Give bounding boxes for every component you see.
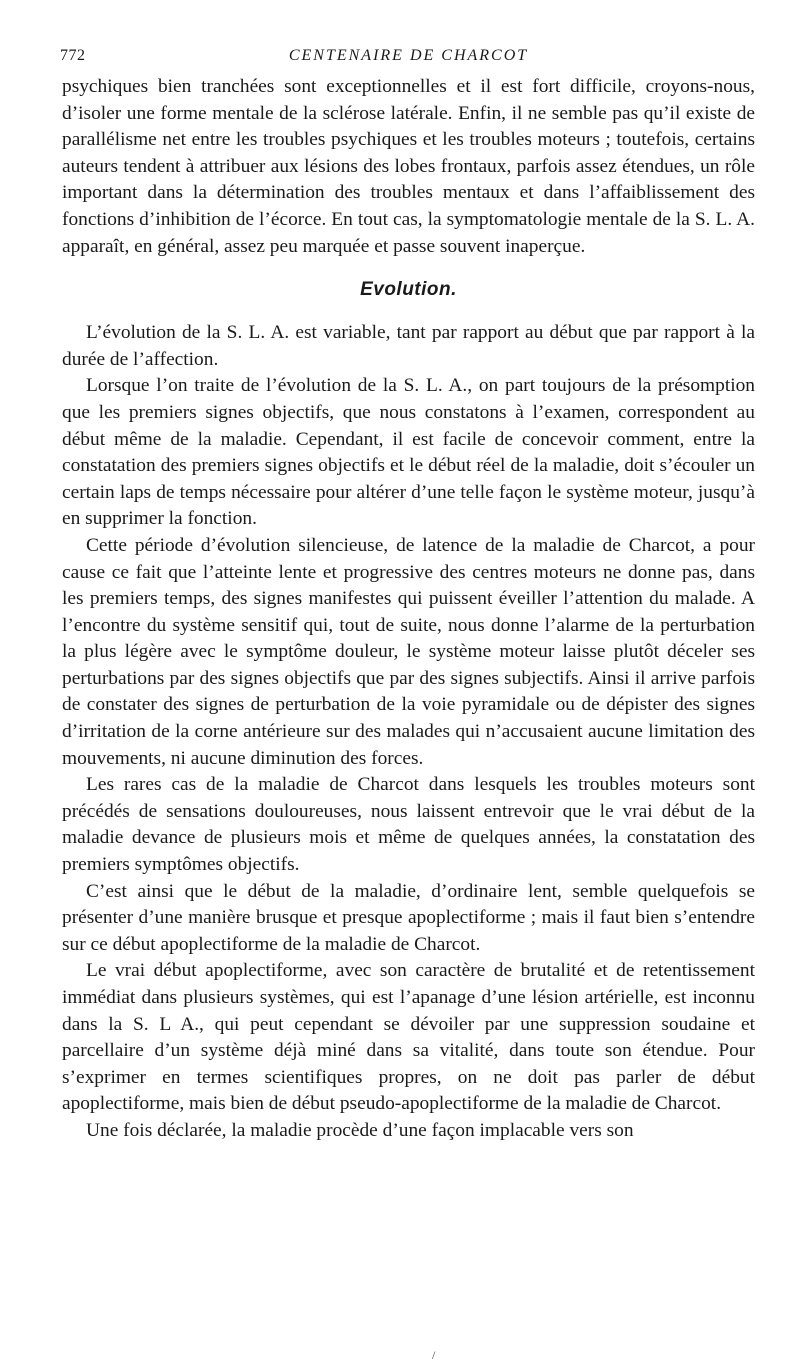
- paragraph: Le vrai début apoplectiforme, avec son caractère de brutalité et de retentissement immédiat dans plusieurs systèmes, qui est l’apanage d’une lésion artérielle, est inconnu dans la S. L A., qui peut cependant se dévoiler par une suppression soudaine et parcellaire d’un système déjà miné dans sa vitalité, dans toute son étendue. Pour s’exprimer en termes scientifiques propres, on ne doit pas parler de début apoplectiforme, mais bien de début pseudo-apoplectiforme de la maladie de Charcot.: [62, 960, 755, 1115]
- book-page: [62, 40, 755, 1145]
- page-number: 772: [60, 47, 86, 64]
- running-title: CENTENAIRE DE CHARCOT: [288, 47, 529, 64]
- paragraph: C’est ainsi que le début de la maladie, d’ordinaire lent, semble quelquefois se présenter d’une manière brusque et presque apoplectiforme ; mais il faut bien s’entendre sur ce début apoplectiforme de la maladie de Charcot.: [62, 880, 755, 955]
- paragraph: L’évolution de la S. L. A. est variable, tant par rapport au début que par rapport à la durée de l’affection.: [62, 322, 755, 370]
- running-head: [62, 40, 755, 74]
- section-heading: Evolution.: [360, 279, 457, 301]
- paragraph: Cette période d’évolution silencieuse, de latence de la maladie de Charcot, a pour cause ce fait que l’atteinte lente et progressive des centres moteurs ne donne pas, dans les premiers temps, des signes manifestes qui puissent éveiller l’attention du malade. A l’encontre du système sensitif qui, tout de suite, nous donne l’alarme de la perturbation la plus légère avec le symptôme douleur, le système moteur laisse plutôt déceler ses perturbations par des signes objectifs que par des signes subjectifs. Ainsi il arrive parfois de constater des signes de perturbation de la voie pyramidale ou de dépister des signes d’irritation de la corne antérieure sur des malades qui n’accusaient aucune limitation des mouvements, ni aucune diminution des forces.: [62, 534, 755, 769]
- paragraph-continues: Une fois déclarée, la maladie procède d’une façon implacable vers son: [86, 1119, 634, 1141]
- paragraph: Lorsque l’on traite de l’évolution de la S. L. A., on part toujours de la présomption que les premiers signes objectifs, que nous constatons à l’examen, correspondent au début même de la maladie. Cependant, il est facile de concevoir comment, entre la constatation des premiers signes objectifs et le début réel de la maladie, doit s’écouler un certain laps de temps nécessaire pour altérer d’une telle façon le système moteur, jusqu’à en supprimer la fonction.: [62, 375, 755, 530]
- paragraph-continued: psychiques bien tranchées sont exceptionnelles et il est fort difficile, croyons-nous, d’isoler une forme mentale de la sclérose latérale. Enfin, il ne semble pas qu’il existe de parallélisme net entre les troubles psychiques et les troubles moteurs ; toutefois, certains auteurs tendent à attribuer aux lésions des lobes frontaux, parfois assez étendues, un rôle important dans la détermination des troubles mentaux et dans l’affaiblissement des fonctions d’inhibition de l’écorce. En tout cas, la symptomatologie mentale de la S. L. A. apparaît, en général, assez peu marquée et passe souvent inaperçue.: [62, 76, 755, 257]
- paragraph: Les rares cas de la maladie de Charcot dans lesquels les troubles moteurs sont précédés de sensations douloureuses, nous laissent entrevoir que le vrai début de la maladie devance de plusieurs mois et même de quelques années, la constatation des premiers symptômes objectifs.: [62, 774, 755, 876]
- body-text: [62, 74, 755, 1145]
- stray-mark: /: [432, 1348, 436, 1362]
